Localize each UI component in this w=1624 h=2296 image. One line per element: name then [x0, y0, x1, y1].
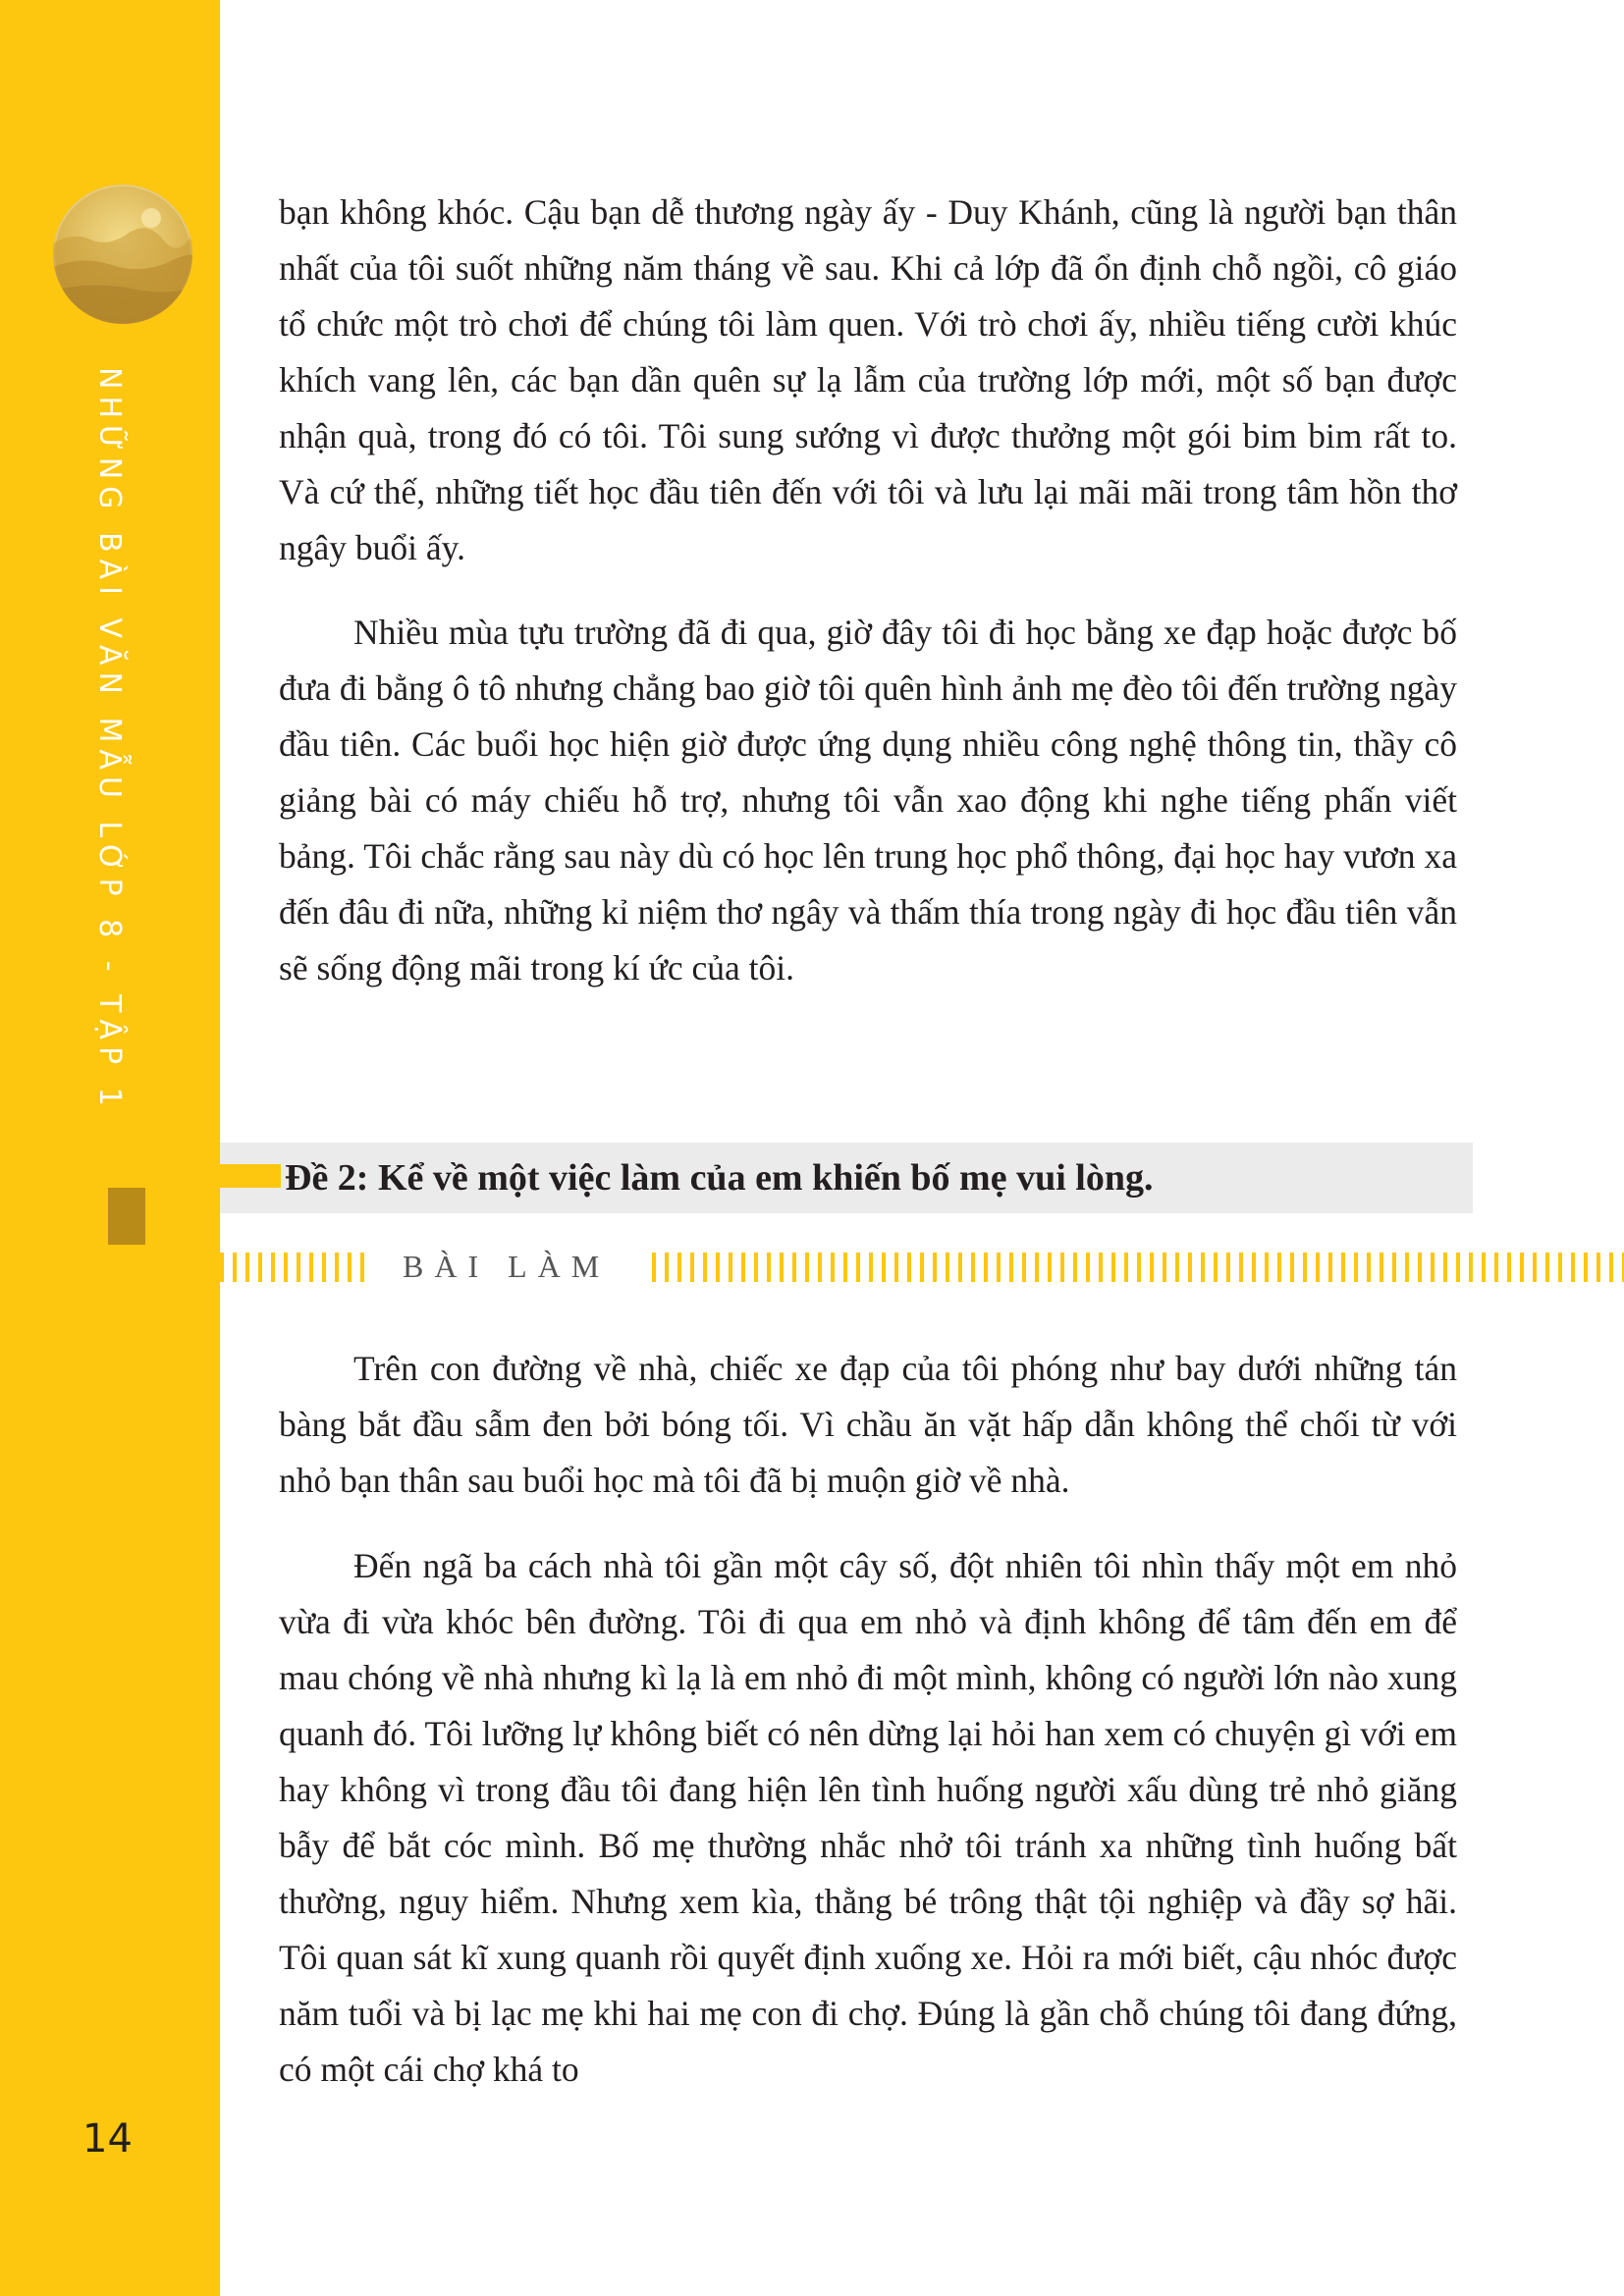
- paragraph-4: Đến ngã ba cách nhà tôi gần một cây số, đột nhiên tôi nhìn thấy một em nhỏ vừa đi vừa khóc bên đường. Tôi đi qua em nhỏ và định không để tâm đến em để mau chóng về nhà nhưng kì lạ là em nhỏ đi một mình, không có người lớn nào xung quanh đó. Tôi lưỡng lự không biết có nên dừng lại hỏi han xem có chuyện gì với em hay không vì trong đầu tôi đang hiện lên tình huống người xấu dùng trẻ nhỏ giăng bẫy để bắt cóc mình. Bố mẹ thường nhắc nhở tôi tránh xa những tình huống bất thường, nguy hiểm. Nhưng xem kìa, thằng bé trông thật tội nghiệp và đầy sợ hãi. Tôi quan sát kĩ xung quanh rồi quyết định xuống xe. Hỏi ra mới biết, cậu nhóc được năm tuổi và bị lạc mẹ khi hai mẹ con đi chợ. Đúng là gần chỗ chúng tôi đang đứng, có một cái chợ khá to: [279, 1546, 1457, 2089]
- sidebar: [0, 0, 220, 2296]
- landscape-emblem-icon: [53, 185, 192, 324]
- paragraph-2: Nhiều mùa tựu trường đã đi qua, giờ đây tôi đi học bằng xe đạp hoặc được bố đưa đi bằng ô tô nhưng chẳng bao giờ tôi quên hình ảnh mẹ đèo tôi đến trường ngày đầu tiên. Các buổi học hiện giờ được ứng dụng nhiều công nghệ thông tin, thầy cô giảng bài có máy chiếu hỗ trợ, nhưng tôi vẫn xao động khi nghe tiếng phấn viết bảng. Tôi chắc rằng sau này dù có học lên trung học phổ thông, đại học hay vươn xa đến đâu đi nữa, những kỉ niệm thơ ngây và thấm thía trong ngày đi học đầu tiên vẫn sẽ sống động mãi trong kí ức của tôi.: [279, 613, 1457, 988]
- paragraph-1: bạn không khóc. Cậu bạn dễ thương ngày ấy - Duy Khánh, cũng là người bạn thân nhất của tôi suốt những năm tháng về sau. Khi cả lớp đã ổn định chỗ ngồi, cô giáo tổ chức một trò chơi để chúng tôi làm quen. Với trò chơi ấy, nhiều tiếng cười khúc khích vang lên, các bạn dần quên sự lạ lẫm của trường lớp mới, một số bạn được nhận quà, trong đó có tôi. Tôi sung sướng vì được thưởng một gói bim bim rất to. Và cứ thế, những tiết học đầu tiên đến với tôi và lưu lại mãi mãi trong tâm hồn thơ ngây buổi ấy.: [279, 192, 1457, 567]
- series-title: NHỮNG BÀI VĂN MẪU LỚP 8 - TẬP 1: [92, 367, 127, 1113]
- heading-marker-icon: [220, 1164, 281, 1188]
- bai-lam-divider: [220, 1249, 1473, 1284]
- tick-rule-right: [652, 1253, 1624, 1282]
- tick-rule-left: [220, 1253, 369, 1282]
- page-number: 14: [82, 2116, 133, 2162]
- bookmark-marker-icon: [108, 1188, 145, 1245]
- paragraph-3: Trên con đường về nhà, chiếc xe đạp của tôi phóng như bay dưới những tán bàng bắt đầu sẫm đen bởi bóng tối. Vì chầu ăn vặt hấp dẫn không thể chối từ với nhỏ bạn thân sau buổi học mà tôi đã bị muộn giờ về nhà.: [279, 1349, 1457, 1500]
- section-heading: Đề 2: Kể về một việc làm của em khiến bố mẹ vui lòng.: [285, 1157, 1154, 1199]
- bai-lam-label: BÀI LÀM: [403, 1249, 611, 1284]
